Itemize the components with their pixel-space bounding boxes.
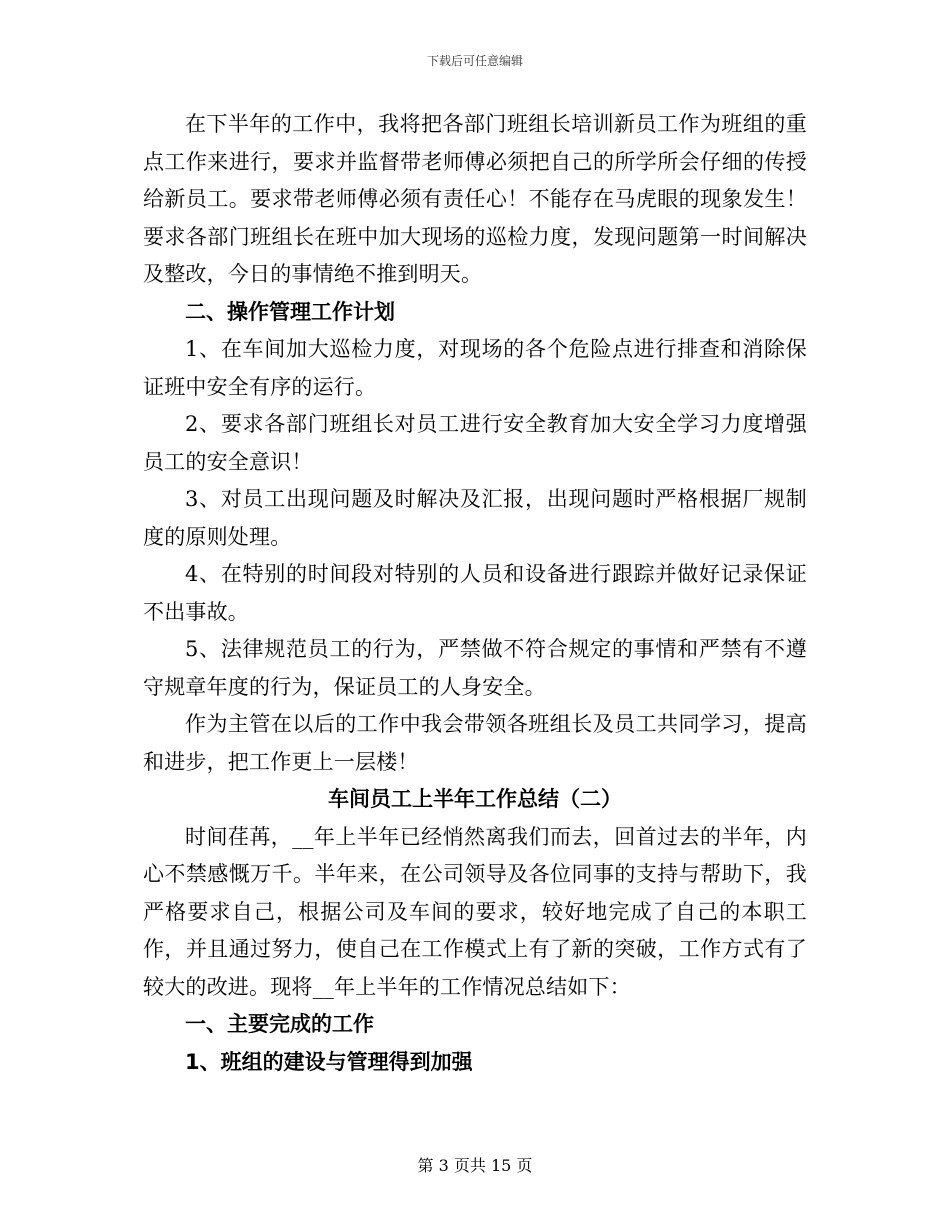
- paragraph-closing: 作为主管在以后的工作中我会带领各班组长及员工共同学习，提高和进步，把工作更上一层楼！: [143, 712, 807, 774]
- list-item-1: 1、在车间加大巡检力度，对现场的各个危险点进行排查和消除保证班中安全有序的运行。: [143, 337, 807, 399]
- list-item-4: 4、在特别的时间段对特别的人员和设备进行跟踪并做好记录保证不出事故。: [143, 562, 807, 624]
- document-body: [143, 106, 807, 1081]
- section-title: 车间员工上半年工作总结（二）: [328, 787, 622, 811]
- heading-team-building: 1、班组的建设与管理得到加强: [185, 1049, 473, 1074]
- page-header: 下载后可任意编辑: [426, 54, 523, 68]
- heading-operation-plan: 二、操作管理工作计划: [185, 299, 395, 324]
- page-footer: 第 3 页共 15 页: [417, 1156, 533, 1175]
- heading-main-work: 一、主要完成的工作: [185, 1012, 374, 1036]
- paragraph-intro: 时间荏苒，__年上半年已经悄然离我们而去，回首过去的半年，内心不禁感慨万千。半年来，在公司领导及各位同事的支持与帮助下，我严格要求自己，根据公司及车间的要求，较好地完成了自己的本职工作，并且通过努力，使自己在工作模式上有了新的突破，工作方式有了较大的改进。现将__年上半年的工作情况总结如下：: [143, 824, 807, 999]
- paragraph-plan-training: 在下半年的工作中，我将把各部门班组长培训新员工作为班组的重点工作来进行，要求并监督带老师傅必须把自己的所学所会仔细的传授给新员工。要求带老师傅必须有责任心！不能存在马虎眼的现象发生！要求各部门班组长在班中加大现场的巡检力度，发现问题第一时间解决及整改，今日的事情绝不推到明天。: [143, 112, 807, 286]
- list-item-5: 5、法律规范员工的行为，严禁做不符合规定的事情和严禁有不遵守规章年度的行为，保证员工的人身安全。: [143, 637, 807, 699]
- list-item-3: 3、对员工出现问题及时解决及汇报，出现问题时严格根据厂规制度的原则处理。: [143, 487, 807, 549]
- list-item-2: 2、要求各部门班组长对员工进行安全教育加大安全学习力度增强员工的安全意识！: [143, 412, 807, 474]
